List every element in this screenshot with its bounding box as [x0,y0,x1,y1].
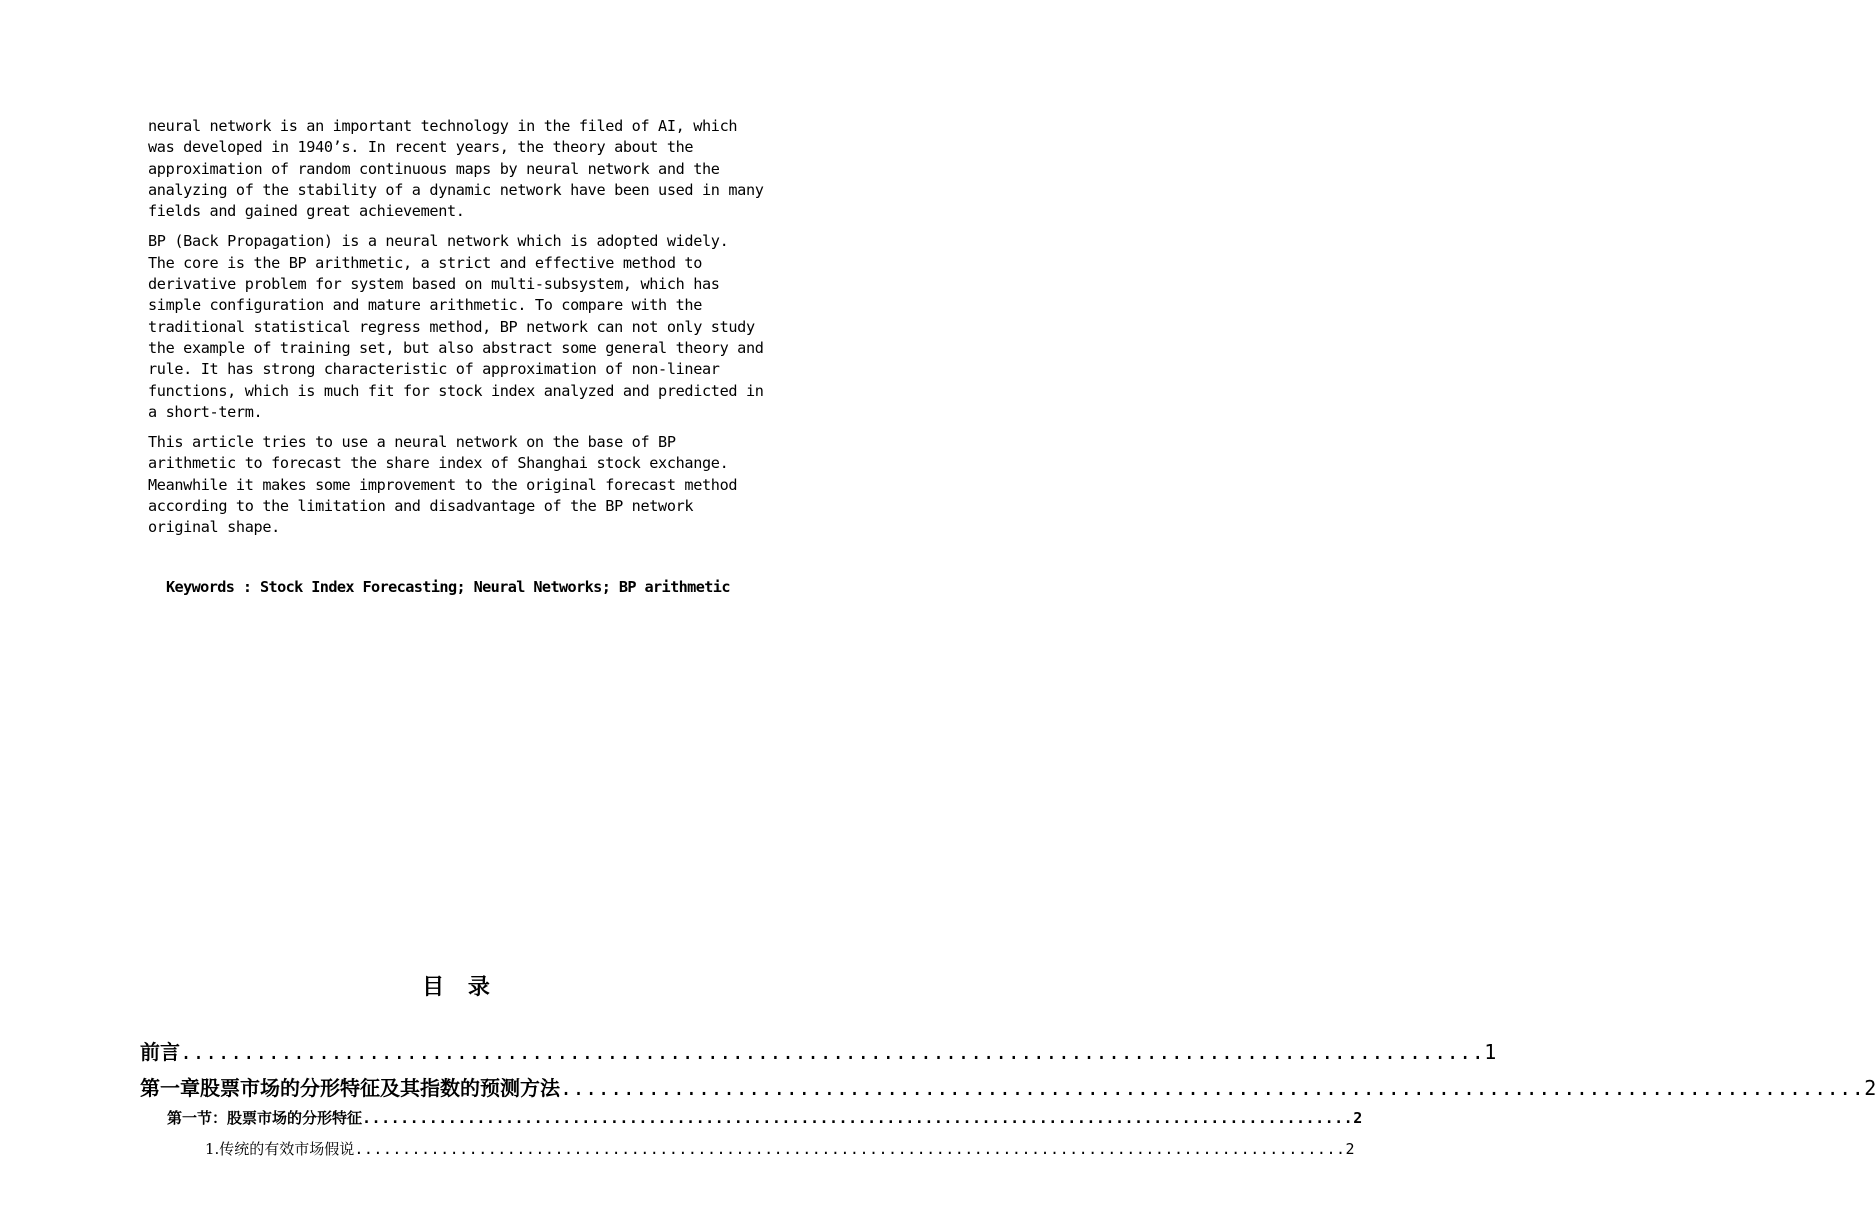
abstract-paragraph: This article tries to use a neural network on the base of BP arithmetic to forecast the share index of Shanghai stock exchange. Meanwhile it makes some improvement to the original forecast method according to the limitation and disadvantage of the BP network original shape. [148,433,738,537]
toc-leader-dots: ........................................................................................................ [560,1076,1865,1100]
toc-entry-section-1[interactable] [167,1107,1363,1128]
toc-entry-label: 前言 [140,1040,180,1064]
keywords-line: Keywords : Stock Index Forecasting; Neural Networks; BP arithmetic [166,578,730,596]
toc-title: 目 录 [422,975,498,1000]
toc-entry-label: 第一节：股票市场的分形特征 [167,1109,363,1127]
toc-leader-dots: ........................................................................................................ [180,1040,1485,1064]
toc-page-number: 2 [1864,1076,1876,1100]
toc-entry-label: 第一章股票市场的分形特征及其指数的预测方法 [140,1076,560,1100]
toc-entry-chapter-1[interactable] [140,1072,1876,1101]
toc-leader-dots: ........................................................................................................ [362,1109,1354,1127]
toc-leader-dots: ........................................................................................................ [354,1140,1346,1158]
abstract-paragraph: neural network is an important technology in the filed of AI, which was developed in 1940’s. In recent years, the theory about the approximation of random continuous maps by neural network and the analyzing of the stability of a dynamic network have been used in many fields and gained great achievement. [148,117,764,221]
abstract-body [148,116,808,548]
toc-page-number: 2 [1353,1109,1363,1127]
toc-page-number: 2 [1345,1140,1355,1158]
toc-page-number: 1 [1484,1040,1497,1064]
toc-entry-subsection-1[interactable] [205,1138,1355,1159]
toc-entry-preface[interactable] [140,1036,1497,1065]
abstract-paragraph: BP (Back Propagation) is a neural network which is adopted widely. The core is the BP arithmetic, a strict and effective method to derivative problem for system based on multi-subsystem, which has simple configuration and mature arithmetic. To compare with the traditional statistical regress method, BP network can not only study the example of training set, but also abstract some general theory and rule. It has strong characteristic of approximation of non-linear functions, which is much fit for stock index analyzed and predicted in a short-term. [148,232,764,421]
toc-entry-label: 1.传统的有效市场假说 [205,1140,355,1158]
